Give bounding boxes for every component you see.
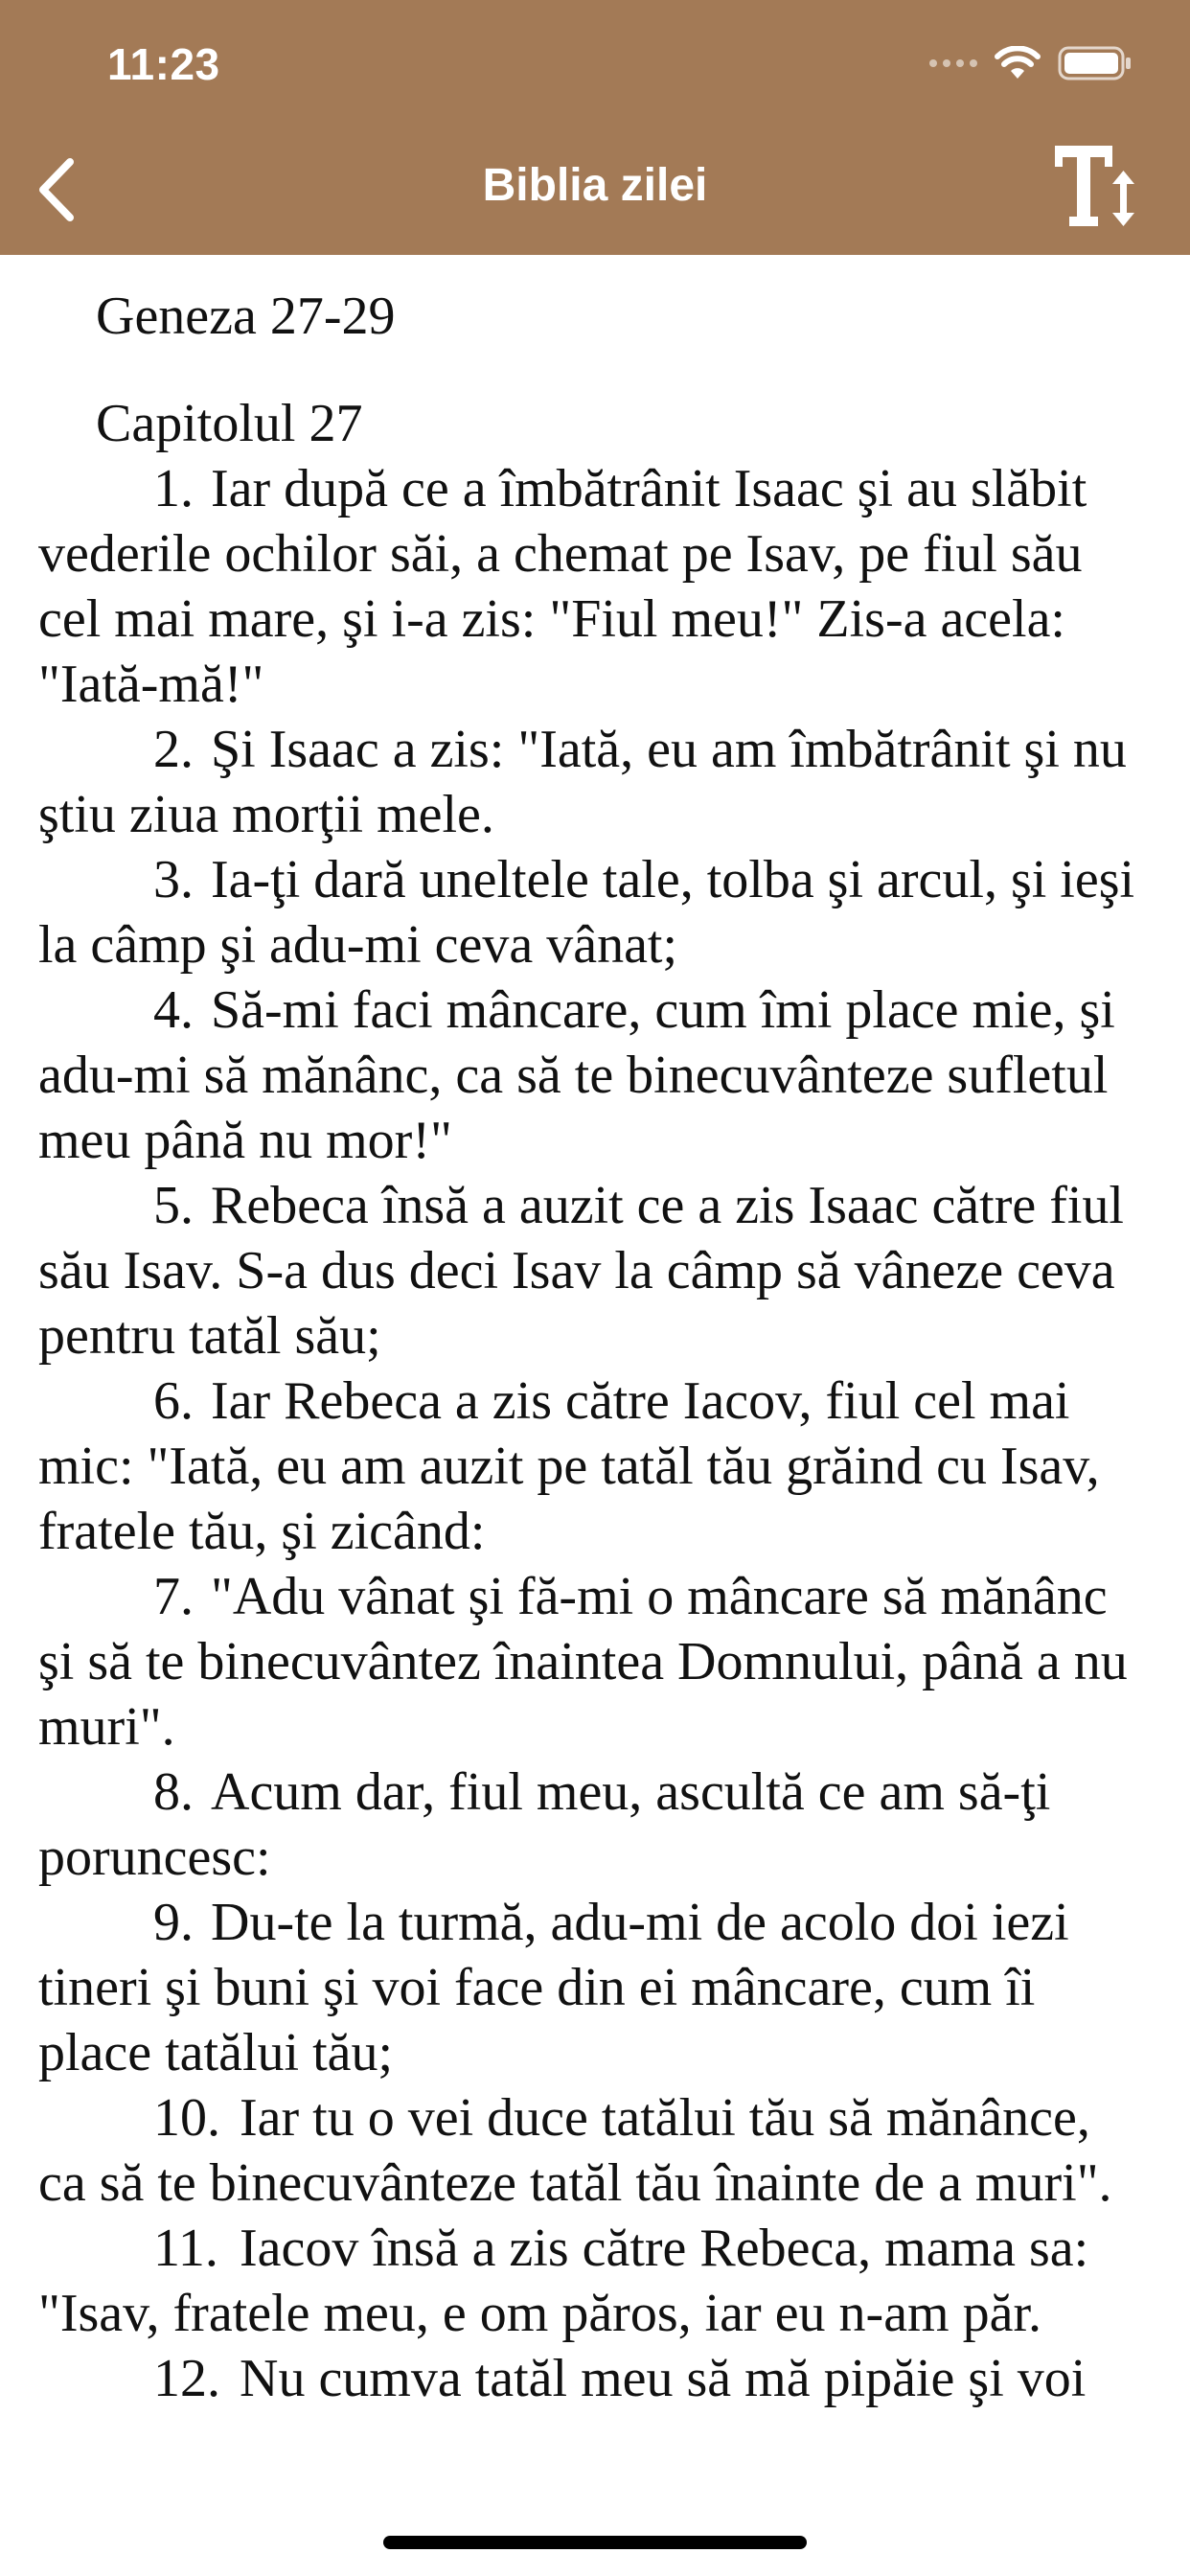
- status-icons: [929, 44, 1133, 82]
- status-time: 11:23: [107, 39, 220, 89]
- verse-number: 1.: [153, 459, 194, 518]
- verse-text: Rebeca însă a auzit ce a zis Isaac către fiul său Isav. S-a dus deci Isav la câmp să vâneze ceva pentru tatăl său;: [38, 1176, 1124, 1366]
- verse-text: Să-mi faci mâncare, cum îmi place mie, şi adu-mi să mănânc, ca să te binecuvânteze sufletul meu până nu mor!": [38, 980, 1115, 1170]
- home-indicator[interactable]: [383, 2536, 807, 2549]
- verse-text: Iacov însă a zis către Rebeca, mama sa: "Isav, fratele meu, e om păros, iar eu n-am păr.: [38, 2219, 1089, 2343]
- verse-number: 12.: [153, 2349, 220, 2408]
- verse: [38, 1760, 1150, 1890]
- verse: [38, 1890, 1150, 2085]
- battery-icon: [1058, 45, 1133, 81]
- wifi-icon: [995, 46, 1041, 80]
- text-size-button[interactable]: [1048, 142, 1144, 234]
- book-title: Geneza 27-29: [96, 287, 396, 346]
- verse-text: "Adu vânat şi fă-mi o mâncare să mănânc şi să te binecuvântez înaintea Domnului, până a nu muri".: [38, 1567, 1128, 1757]
- verse-number: 2.: [153, 720, 194, 779]
- verse-number: 5.: [153, 1176, 194, 1235]
- verse: [38, 847, 1150, 978]
- verse: [38, 2346, 1150, 2411]
- verse-number: 7.: [153, 1567, 194, 1626]
- verse-number: 9.: [153, 1893, 194, 1952]
- verse: [38, 456, 1150, 717]
- verse-number: 4.: [153, 980, 194, 1040]
- verse: [38, 978, 1150, 1173]
- verse-text: Iar după ce a îmbătrânit Isaac şi au slăbit vederile ochilor săi, a chemat pe Isav, pe fiul său cel mai mare, şi i-a zis: "Fiul meu!" Zis-a acela: "Iată-mă!": [38, 459, 1087, 714]
- chapter-title: Capitolul 27: [96, 394, 363, 453]
- verse: [38, 717, 1150, 847]
- verse-number: 10.: [153, 2088, 220, 2148]
- verse-number: 11.: [153, 2219, 218, 2278]
- verse-number: 8.: [153, 1762, 194, 1822]
- verse-text: Şi Isaac a zis: "Iată, eu am îmbătrânit şi nu ştiu ziua morţii mele.: [38, 720, 1127, 844]
- verse-text: Du-te la turmă, adu-mi de acolo doi iezi tineri şi buni şi voi face din ei mâncare, cum îi place tatălui tău;: [38, 1893, 1069, 2082]
- nav-header: [0, 0, 1190, 255]
- verse-number: 3.: [153, 850, 194, 909]
- verse-text: Acum dar, fiul meu, ascultă ce am să-ţi poruncesc:: [38, 1762, 1051, 1887]
- verse-number: 6.: [153, 1371, 194, 1431]
- verse: [38, 1564, 1150, 1760]
- signal-dots-icon: [929, 59, 977, 67]
- verse-text: Iar tu o vei duce tatălui tău să mănânce, ca să te binecuvânteze tatăl tău înainte de a muri".: [38, 2088, 1112, 2213]
- verse: [38, 2085, 1150, 2216]
- verse-text: Ia-ţi dară uneltele tale, tolba şi arcul, şi ieşi la câmp şi adu-mi ceva vânat;: [38, 850, 1135, 975]
- reading-content[interactable]: [38, 255, 1150, 2476]
- page-title: Biblia zilei: [482, 160, 708, 211]
- verse: [38, 2216, 1150, 2346]
- verse-text: Nu cumva tatăl meu să mă pipăie şi voi: [240, 2349, 1087, 2408]
- text-size-icon: [1053, 144, 1139, 232]
- verse: [38, 1173, 1150, 1368]
- verse-text: Iar Rebeca a zis către Iacov, fiul cel mai mic: "Iată, eu am auzit pe tatăl tău grăind cu Isav, fratele tău, şi zicând:: [38, 1371, 1100, 1561]
- verse: [38, 1368, 1150, 1564]
